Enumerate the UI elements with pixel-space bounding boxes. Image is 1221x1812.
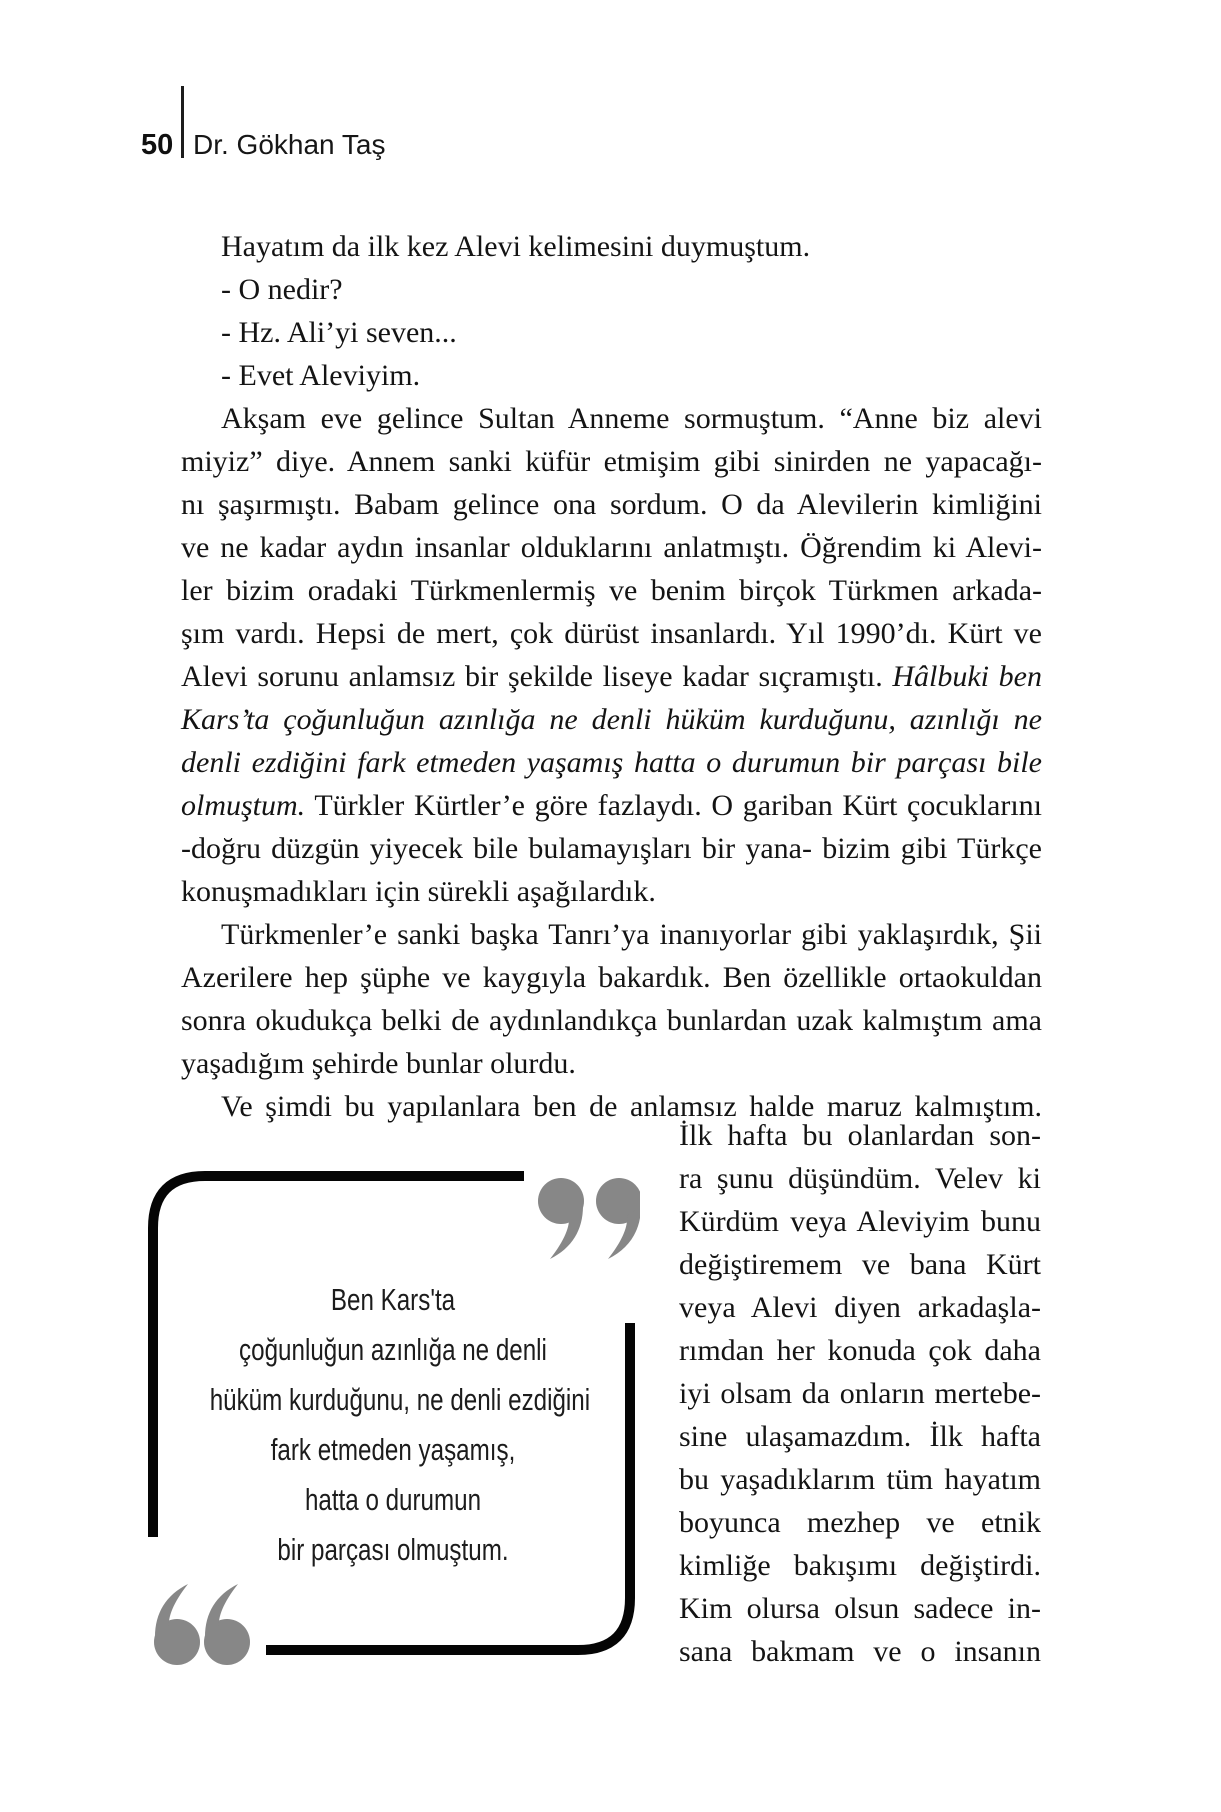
right-column-line: rımdan her konuda çok daha bbox=[679, 1334, 1041, 1367]
open-quote-icon bbox=[154, 1584, 250, 1665]
pull-quote-line: Ben Kars'ta bbox=[330, 1282, 456, 1317]
body-line: ve ne kadar aydın insanlar olduklarını anlatmıştı. Öğrendim ki Alevi- bbox=[181, 531, 1042, 564]
right-column-line: bu yaşadıklarım tüm hayatım bbox=[679, 1463, 1041, 1496]
body-line: Türkmenler’e sanki başka Tanrı’ya inanıyorlar gibi yaklaşırdık, Şii bbox=[221, 918, 1042, 951]
body-line: denli ezdiğini fark etmeden yaşamış hatta o durumun bir parçası bile bbox=[181, 746, 1042, 779]
right-column-line: kimliğe bakışımı değiştirdi. bbox=[679, 1549, 1041, 1582]
body-line: Alevi sorunu anlamsız bir şekilde liseye kadar sıçramıştı. Hâlbuki ben bbox=[181, 660, 1042, 693]
body-line: - Hz. Ali’yi seven... bbox=[221, 316, 457, 349]
page-number: 50 bbox=[141, 129, 174, 161]
body-line: nı şaşırmıştı. Babam gelince ona sordum. O da Alevilerin kimliğini bbox=[181, 488, 1042, 521]
pull-quote-line: hüküm kurduğunu, ne denli ezdiğini bbox=[209, 1382, 591, 1417]
body-text bbox=[181, 225, 1042, 1128]
author-name: Dr. Gökhan Taş bbox=[193, 129, 386, 160]
header-divider bbox=[181, 86, 184, 158]
body-line: yaşadığım şehirde bunlar olurdu. bbox=[181, 1047, 576, 1080]
body-line: miyiz” diye. Annem sanki küfür etmişim gibi sinirden ne yapacağı- bbox=[181, 445, 1042, 478]
right-column-line: Kürdüm veya Aleviyim bunu bbox=[679, 1205, 1041, 1238]
body-line: Ve şimdi bu yapılanlara ben de anlamsız halde maruz kalmıştım. bbox=[221, 1090, 1042, 1123]
right-column-line: iyi olsam da onların mertebe- bbox=[679, 1377, 1041, 1410]
pull-quote-line: çoğunluğun azınlığa ne denli bbox=[239, 1332, 547, 1367]
body-line: şım vardı. Hepsi de mert, çok dürüst insanlardı. Yıl 1990’dı. Kürt ve bbox=[181, 617, 1042, 650]
body-line: sonra okudukça belki de aydınlandıkça bunlardan uzak kalmıştım ama bbox=[181, 1004, 1042, 1037]
body-line: ler bizim oradaki Türkmenlermiş ve benim birçok Türkmen arkada- bbox=[181, 574, 1042, 607]
right-column-line: sine ulaşamazdım. İlk hafta bbox=[679, 1420, 1041, 1453]
body-line: Hayatım da ilk kez Alevi kelimesini duymuştum. bbox=[221, 230, 811, 263]
right-column-line: Kim olursa olsun sadece in- bbox=[679, 1592, 1041, 1625]
body-line: Azerilere hep şüphe ve kaygıyla bakardık. Ben özellikle ortaokuldan bbox=[181, 961, 1042, 994]
right-column-line: değiştiremem ve bana Kürt bbox=[679, 1248, 1041, 1281]
right-column-text bbox=[679, 1114, 1041, 1673]
right-column-line: boyunca mezhep ve etnik bbox=[679, 1506, 1041, 1539]
pull-quote-line: fark etmeden yaşamış, bbox=[270, 1432, 516, 1467]
pull-quote-text bbox=[158, 1275, 628, 1575]
body-line: -doğru düzgün yiyecek bile bulamayışları bir yana- bizim gibi Türkçe bbox=[181, 832, 1042, 865]
right-column-line: sana bakmam ve o insanın bbox=[679, 1635, 1041, 1668]
right-column-line: ra şunu düşündüm. Velev ki bbox=[679, 1162, 1041, 1195]
body-line: Kars’ta çoğunluğun azınlığa ne denli hüküm kurduğunu, azınlığı ne bbox=[181, 703, 1042, 736]
body-line: - O nedir? bbox=[221, 273, 343, 306]
body-line: konuşmadıkları için sürekli aşağılardık. bbox=[181, 875, 656, 908]
body-line: - Evet Aleviyim. bbox=[221, 359, 421, 392]
right-column-line: İlk hafta bu olanlardan son- bbox=[679, 1119, 1041, 1152]
pull-quote-line: hatta o durumun bbox=[304, 1482, 482, 1517]
body-line: Akşam eve gelince Sultan Anneme sormuştum. “Anne biz alevi bbox=[221, 402, 1042, 435]
body-line: olmuştum. Türkler Kürtler’e göre fazlaydı. O gariban Kürt çocuklarını bbox=[181, 789, 1042, 822]
close-quote-icon bbox=[538, 1178, 640, 1259]
pull-quote-line: bir parçası olmuştum. bbox=[277, 1532, 509, 1567]
right-column-line: veya Alevi diyen arkadaşla- bbox=[679, 1291, 1041, 1324]
